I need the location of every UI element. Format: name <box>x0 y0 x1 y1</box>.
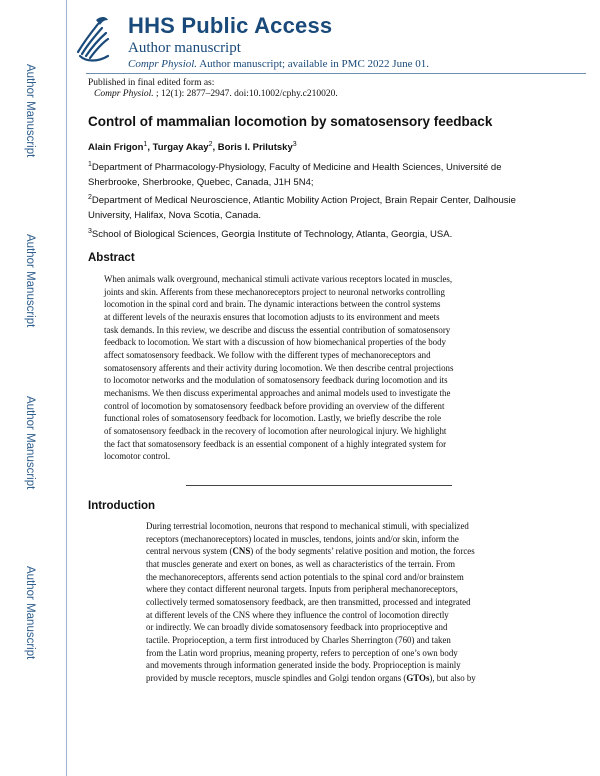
affiliation-text: Department of Medical Neuroscience, Atlantic Mobility Action Project, Brain Repair Center, Dalhousie University, Halifax, Nova Scotia, Canada. <box>88 195 516 222</box>
author-separator: , <box>147 142 153 154</box>
abstract-line: functional roles of somatosensory feedback for locomotion. Lastly, we briefly describe the role <box>104 413 442 424</box>
sidebar-label-author-manuscript: Author Manuscript <box>24 234 36 328</box>
intro-line <box>146 558 522 571</box>
affiliation-text: Department of Pharmacology-Physiology, Faculty of Medicine and Health Sciences, Université de Sherbrooke, Sherbrooke, Quebec, Canada, J1H 5N4; <box>88 162 502 189</box>
abstract-divider <box>186 485 452 486</box>
citation-journal: Compr Physiol. <box>94 89 154 99</box>
intro-text: receptors (mechanoreceptors) located in muscles, tendons, joints and/or skin, inform the <box>146 533 459 544</box>
intro-line <box>146 634 522 647</box>
abstract-heading: Abstract <box>88 252 135 264</box>
abstract-line: at different levels of the neuraxis ensures that locomotion adjusts to its environment and meets <box>104 311 440 322</box>
abstract-line: to locomotor networks and the modulation of somatosensory feedback during locomotion and its <box>104 375 448 386</box>
author-separator: , <box>212 142 218 154</box>
affiliation-text: School of Biological Sciences, Georgia Institute of Technology, Atlanta, Georgia, USA. <box>91 229 453 241</box>
intro-text: or indirectly. We can broadly divide somatosensory feedback into proprioceptive and <box>146 622 448 633</box>
journal-availability-line <box>128 58 429 70</box>
intro-line <box>146 520 522 533</box>
abstract-line: mechanisms. We then discuss experimental approaches and animal models used to investigate the <box>104 387 451 398</box>
hhs-public-access-title: HHS Public Access <box>128 13 333 38</box>
intro-line <box>146 621 522 634</box>
author-affiliation-mark: 3 <box>292 141 297 148</box>
intro-text: collectively termed somatosensory feedback, are then transmitted, processed and integrated <box>146 596 471 607</box>
intro-text: central nervous system ( <box>146 546 233 557</box>
affiliation-mark: 1 <box>88 161 92 168</box>
intro-text: that muscles generate and exert on bones, as well as characteristics of the terrain. From <box>146 558 456 569</box>
intro-text: and movements through information generated inside the body. Proprioception is mainly <box>146 660 461 671</box>
abstract-line: joints and skin. Afferents from these mechanoreceptors project to neuronal networks controlling <box>104 286 445 297</box>
author-list <box>88 141 297 153</box>
introduction-body <box>146 520 522 685</box>
sidebar-label-author-manuscript: Author Manuscript <box>24 64 36 158</box>
affiliation-mark: 3 <box>88 228 92 235</box>
abstract-line: feedback to locomotion. We start with a discussion of how biomechanical properties of the body <box>104 337 446 348</box>
author-affiliation-mark: 1 <box>143 141 148 148</box>
affiliation-2 <box>88 190 518 223</box>
introduction-heading: Introduction <box>88 500 156 512</box>
abstract-body <box>104 273 499 463</box>
intro-line <box>146 571 522 584</box>
intro-text: ), but also by <box>429 672 476 683</box>
intro-line <box>146 609 522 622</box>
abstract-line: control of locomotion by somatosensory feedback before providing an overview of the different <box>104 400 445 411</box>
abstract-line: locomotor control. <box>104 451 171 462</box>
intro-text: where they contact different neuronal targets. Inputs from peripheral mechanoreceptors, <box>146 584 458 595</box>
author-name: Alain Frigon <box>88 142 144 154</box>
intro-text: ) of the body segments’ relative position and motion, the forces <box>250 546 475 557</box>
intro-text: tactile. Proprioception, a term first introduced by Charles Sherrington (760) and taken <box>146 634 451 645</box>
sidebar-label-author-manuscript: Author Manuscript <box>24 566 36 660</box>
journal-name: Compr Physiol. <box>128 58 198 70</box>
header-divider <box>86 73 586 74</box>
intro-line <box>146 545 522 558</box>
abstract-line: task demands. In this review, we describe and discuss the essential contribution of somatosensory <box>104 324 451 335</box>
intro-line <box>146 583 522 596</box>
abstract-line: somatosensory afferents and their activity during locomotion. We then describe central projections <box>104 362 454 373</box>
intro-text: at different levels of the CNS where they influence the control of locomotion directly <box>146 609 449 620</box>
published-label: Published in final edited form as: <box>88 78 215 88</box>
affiliation-1 <box>88 157 518 190</box>
intro-text: During terrestrial locomotion, neurons that respond to mechanical stimuli, with specialized <box>146 521 469 531</box>
author-manuscript-subtitle: Author manuscript <box>128 40 241 56</box>
affiliation-mark: 2 <box>88 194 92 201</box>
sidebar-label-author-manuscript: Author Manuscript <box>24 396 36 490</box>
abstract-line: When animals walk overground, mechanical stimuli activate various receptors located in muscles, <box>104 274 453 284</box>
intro-line <box>146 596 522 609</box>
affiliation-3 <box>88 224 518 242</box>
author-name: Turgay Akay <box>152 142 209 154</box>
intro-line <box>146 659 522 672</box>
abstract-line: affect somatosensory feedback. We follow with the different types of mechanoreceptors and <box>104 349 431 360</box>
citation-line <box>94 89 338 99</box>
intro-line <box>146 647 522 660</box>
citation-details: ; 12(1): 2877–2947. doi:10.1002/cphy.c210020. <box>153 89 338 99</box>
intro-abbreviation: CNS <box>232 546 251 557</box>
intro-text: provided by muscle receptors, muscle spindles and Golgi tendon organs ( <box>146 672 407 683</box>
hhs-eagle-logo-icon <box>74 12 112 64</box>
author-affiliation-mark: 2 <box>208 141 213 148</box>
intro-abbreviation: GTOs <box>406 672 430 683</box>
abstract-line: the fact that somatosensory feedback is an essential component of a highly integrated system for <box>104 438 447 449</box>
sidebar-rule <box>66 0 67 776</box>
article-title: Control of mammalian locomotion by somatosensory feedback <box>88 114 493 129</box>
author-name: Boris I. Prilutsky <box>217 142 293 154</box>
intro-text: the mechanoreceptors, afferents send action potentials to the spinal cord and/or brainstem <box>146 571 464 582</box>
intro-line <box>146 533 522 546</box>
availability-text: Author manuscript; available in PMC 2022 June 01. <box>197 58 429 70</box>
abstract-line: locomotion in the spinal cord and brain. The dynamic interactions between the control systems <box>104 299 441 310</box>
abstract-line: of somatosensory feedback in the recovery of locomotion after neurological injury. We highlight <box>104 425 447 436</box>
intro-text: from the Latin word proprius, meaning property, refers to perception of one’s own body <box>146 647 458 658</box>
intro-line <box>146 672 522 685</box>
